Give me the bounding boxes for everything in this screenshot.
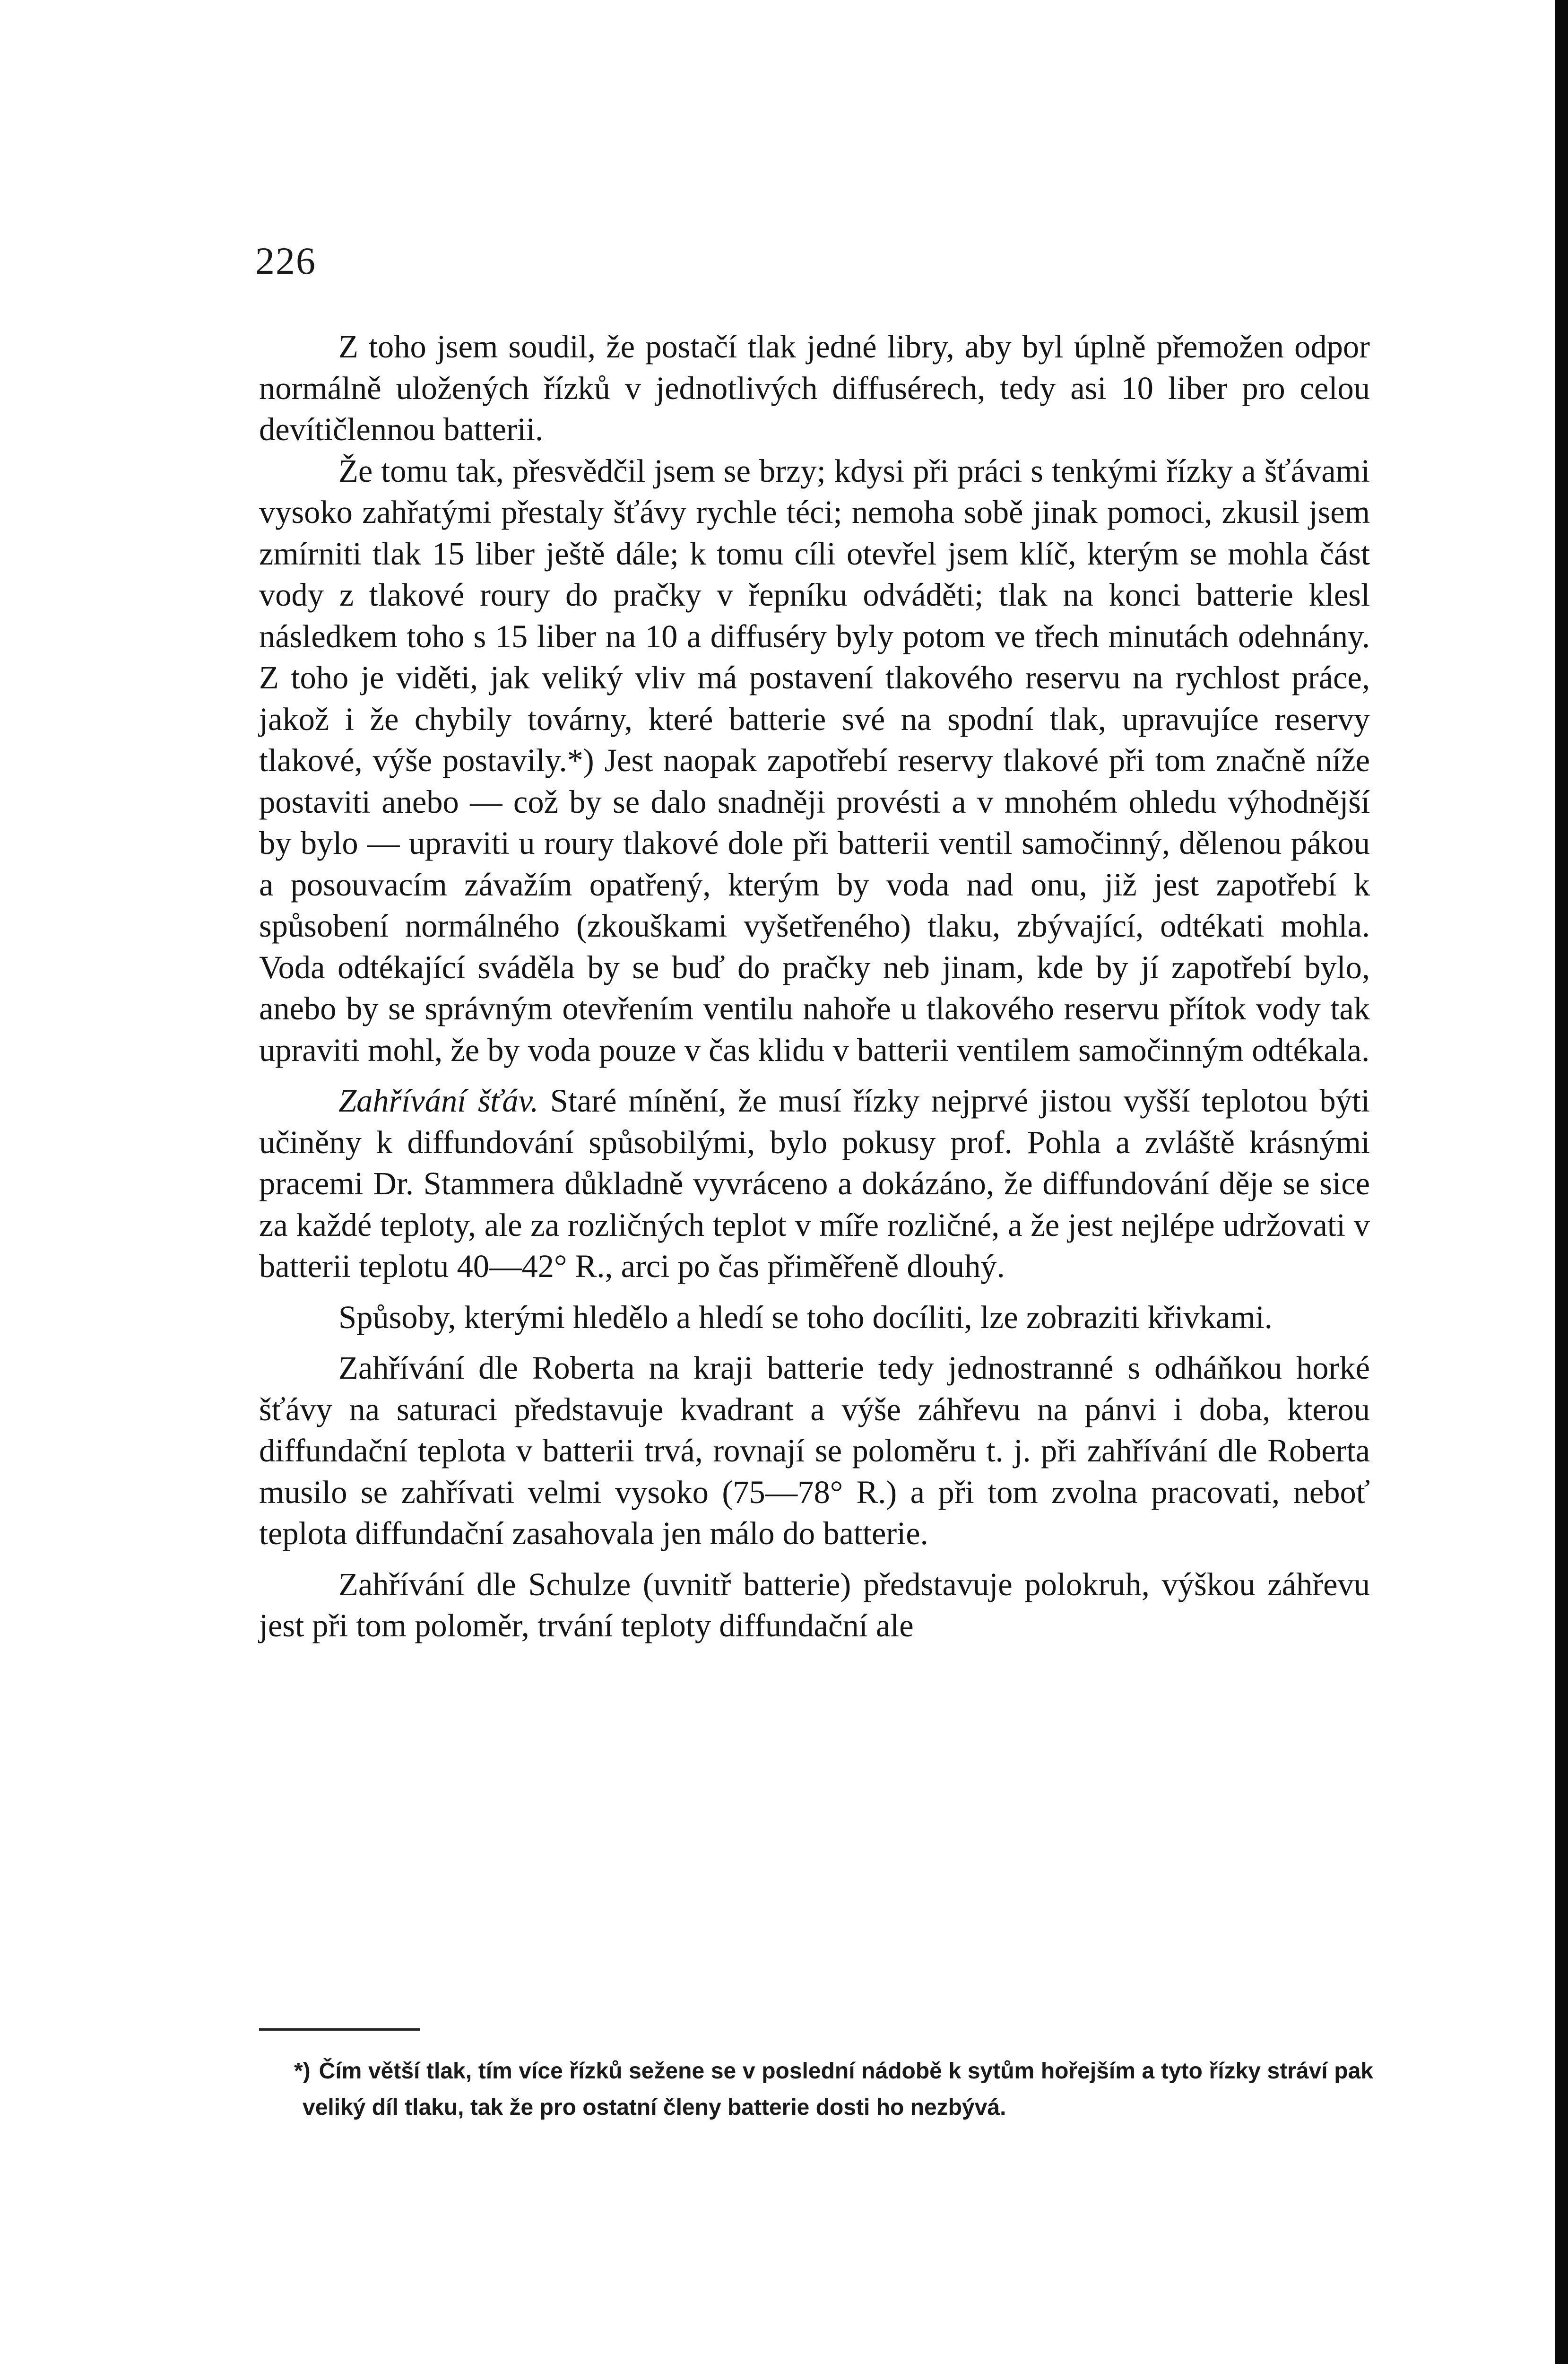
- paragraph-1: Z toho jsem soudil, že postačí tlak jedné libry, aby byl úplně přemožen odpor normálně uložených řízků v jednotlivých diffusérech, tedy asi 10 liber pro celou devítičlennou batterii.: [259, 329, 1370, 447]
- page-number: 226: [255, 239, 316, 282]
- footnote-text: Čím větší tlak, tím více řízků sežene se v poslední nádobě k sytům hořejším a tyto řízky stráví pak veliký díl tlaku, tak že pro ostatní členy batterie dosti ho nezbývá.: [303, 2059, 1373, 2120]
- paragraph-3-text: Staré mínění, že musí řízky nejprvé jistou vyšší teplotou býti učiněny k diffundování spůsobilými, bylo pokusy prof. Pohla a zvláště krásnými pracemi Dr. Stammera důkladně vyvráceno a dokázáno, že diffundování děje se sice za každé teploty, ale za rozličných teplot v míře rozličné, a že jest nejlépe udržovati v batterii teplotu 40—42° R., arci po čas přiměřeně dlouhý.: [259, 1083, 1370, 1284]
- paragraph-6: Zahřívání dle Schulze (uvnitř batterie) představuje polokruh, výškou záhřevu jest při tom poloměr, trvání teploty diffundační ale: [259, 1566, 1370, 1643]
- body-text: [259, 326, 1370, 1647]
- footnote-marker: *): [294, 2059, 311, 2084]
- section-title-heating: Zahřívání šťáv.: [338, 1083, 539, 1119]
- footnote: [294, 2053, 1373, 2126]
- paragraph-4: Spůsoby, kterými hledělo a hledí se toho docíliti, lze zobraziti křivkami.: [338, 1299, 1273, 1335]
- paragraph-3: [259, 1080, 1370, 1287]
- paragraph-5: Zahřívání dle Roberta na kraji batterie tedy jednostranné s odháňkou horké šťávy na saturaci představuje kvadrant a výše záhřevu na pánvi i doba, kterou diffundační teplota v batterii trvá, rovnají se poloměru t. j. při zahřívání dle Roberta musilo se zahřívati velmi vysoko (75—78° R.) a při tom zvolna pracovati, neboť teplota diffundační zasahovala jen málo do batterie.: [259, 1350, 1370, 1551]
- paragraph-2: Že tomu tak, přesvědčil jsem se brzy; kdysi při práci s tenkými řízky a šťávami vysoko zahřatými přestaly šťávy rychle téci; nemoha sobě jinak pomoci, zkusil jsem zmírniti tlak 15 liber ještě dále; k tomu cíli otevřel jsem klíč, kterým se mohla část vody z tlakové roury do pračky v řepníku odváděti; tlak na konci batterie klesl následkem toho s 15 liber na 10 a diffuséry byly potom ve třech minutách odehnány. Z toho je viděti, jak veliký vliv má postavení tlakového reservu na rychlost práce, jakož i že chybily továrny, které batterie své na spodní tlak, upravujíce reservy tlakové, výše postavily.*) Jest naopak zapotřebí reservy tlakové při tom značně níže postaviti anebo — což by se dalo snadněji provésti a v mnohém ohledu výhodnější by bylo — upraviti u roury tlakové dole při batterii ventil samočinný, dělenou pákou a posouvacím závažím opatřený, kterým by voda nad onu, již jest zapotřebí k spůsobení normálného (zkouškami vyšetřeného) tlaku, zbývající, odtékati mohla. Voda odtékající sváděla by se buď do pračky neb jinam, kde by jí zapotřebí bylo, anebo by se správným otevřením ventilu nahoře u tlakového reservu přítok vody tak upraviti mohl, že by voda pouze v čas klidu v batterii ventilem samočinným odtékala.: [259, 452, 1370, 1068]
- footnote-divider: [259, 2028, 420, 2031]
- scan-border: [1555, 0, 1568, 2364]
